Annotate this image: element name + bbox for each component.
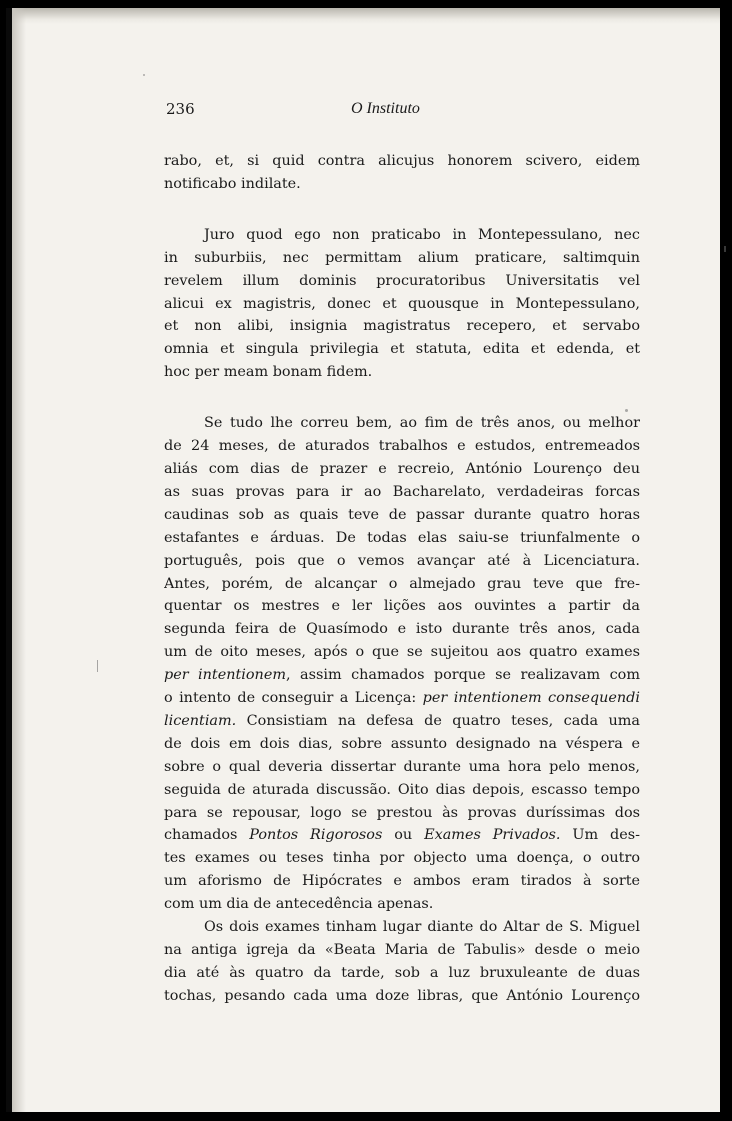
- italic-term: per intentionem: [164, 667, 286, 684]
- text-line: seguida de aturada discussão. Oito dias depois, escasso tempo: [164, 781, 640, 798]
- text-line: na antiga igreja da «Beata Maria de Tabulis» desde o meio: [164, 942, 640, 958]
- text-line: com um dia de antecedência apenas.: [164, 896, 434, 913]
- paragraph-latin-oath: [164, 224, 640, 384]
- text-line: aliás com dias de prazer e recreio, António Lourenço deu: [164, 460, 640, 477]
- book-page: [6, 8, 720, 1112]
- text-line: omnia et singula privilegia et statuta, edita et edenda, et: [164, 341, 640, 358]
- text-line-mixed: [164, 687, 640, 710]
- text-line: rabo, et, si quid contra alicujus honorem scivero, eidem: [164, 153, 640, 169]
- scan-mark: [724, 246, 726, 252]
- text-line: Os dois exames tinham lugar diante do Altar de S. Miguel: [204, 919, 640, 936]
- text-run: chamados: [164, 827, 250, 844]
- text-line: notificabo indilate.: [164, 175, 301, 192]
- text-line: dia até às quatro da tarde, sob a luz bruxuleante de duas: [164, 964, 640, 981]
- page-number: 236: [166, 100, 195, 118]
- text-run: , assim chamados porque se realizavam com: [285, 667, 640, 684]
- text-line: português, pois que o vemos avançar até à Licenciatura.: [164, 552, 640, 569]
- text-line: as suas provas para ir ao Bacharelato, verdadeiras forcas: [164, 483, 640, 500]
- text-line: tochas, pesando cada uma doze libras, que António Lourenço: [164, 987, 640, 1004]
- text-line: caudinas sob as quais teve de passar durante quatro horas: [164, 506, 640, 523]
- text-line: et non alibi, insignia magistratus recepero, et servabo: [164, 318, 640, 335]
- paragraph-oath-end: [164, 150, 640, 196]
- text-run: o intento de conseguir a Licença:: [164, 690, 423, 707]
- scan-mark: [97, 660, 98, 672]
- text-run: ou: [382, 827, 425, 844]
- italic-term: licentiam.: [164, 712, 237, 729]
- text-line: segunda feira de Quasímodo e isto durante três anos, cada: [164, 621, 640, 638]
- body-text: [164, 150, 640, 1008]
- text-line: Juro quod ego non praticabo in Montepessulano, nec: [204, 226, 640, 243]
- text-line: um de oito meses, após o que se sujeitou aos quatro exames: [164, 644, 640, 661]
- text-line: quentar os mestres e ler lições aos ouvintes a partir da: [164, 598, 640, 615]
- text-line: alicui ex magistris, donec et quousque in Montepessulano,: [164, 295, 640, 312]
- text-line: de dois em dois dias, sobre assunto designado na véspera e: [164, 735, 640, 752]
- text-line-mixed: [164, 664, 640, 687]
- paragraph-bacharelato: [164, 412, 640, 916]
- text-line: tes exames ou teses tinha por objecto uma doença, o outro: [164, 850, 640, 867]
- text-line: de 24 meses, de aturados trabalhos e estudos, entremeados: [164, 438, 640, 455]
- text-run: Um des-: [560, 827, 640, 844]
- text-line: hoc per meam bonam fidem.: [164, 364, 373, 381]
- running-title: O Instituto: [351, 100, 420, 117]
- text-line: estafantes e árduas. De todas elas saiu-se triunfalmente o: [164, 529, 640, 546]
- italic-term: Pontos Rigorosos: [249, 827, 383, 844]
- text-run: Consistiam na defesa de quatro teses, cada uma: [236, 712, 640, 729]
- text-line: Antes, porém, de alcançar o almejado grau teve que fre-: [164, 575, 640, 592]
- text-line: revelem illum dominis procuratoribus Universitatis vel: [164, 272, 640, 289]
- text-line: um aforismo de Hipócrates e ambos eram tirados à sorte: [164, 873, 640, 890]
- text-line: Se tudo lhe correu bem, ao fim de três anos, ou melhor: [204, 415, 640, 432]
- paragraph-exames: [164, 916, 640, 1008]
- running-head: [155, 100, 635, 124]
- text-line-mixed: [164, 824, 640, 847]
- italic-term: per intentionem consequendi: [422, 690, 640, 707]
- text-line: para se repousar, logo se prestou às provas duríssimas dos: [164, 804, 640, 821]
- text-line-mixed: [164, 710, 640, 733]
- dust-speck: [143, 74, 145, 76]
- text-line: sobre o qual deveria dissertar durante uma hora pelo menos,: [164, 758, 640, 775]
- text-line: in suburbiis, nec permittam alium praticare, saltimquin: [164, 249, 640, 266]
- italic-term: Exames Privados.: [424, 827, 561, 844]
